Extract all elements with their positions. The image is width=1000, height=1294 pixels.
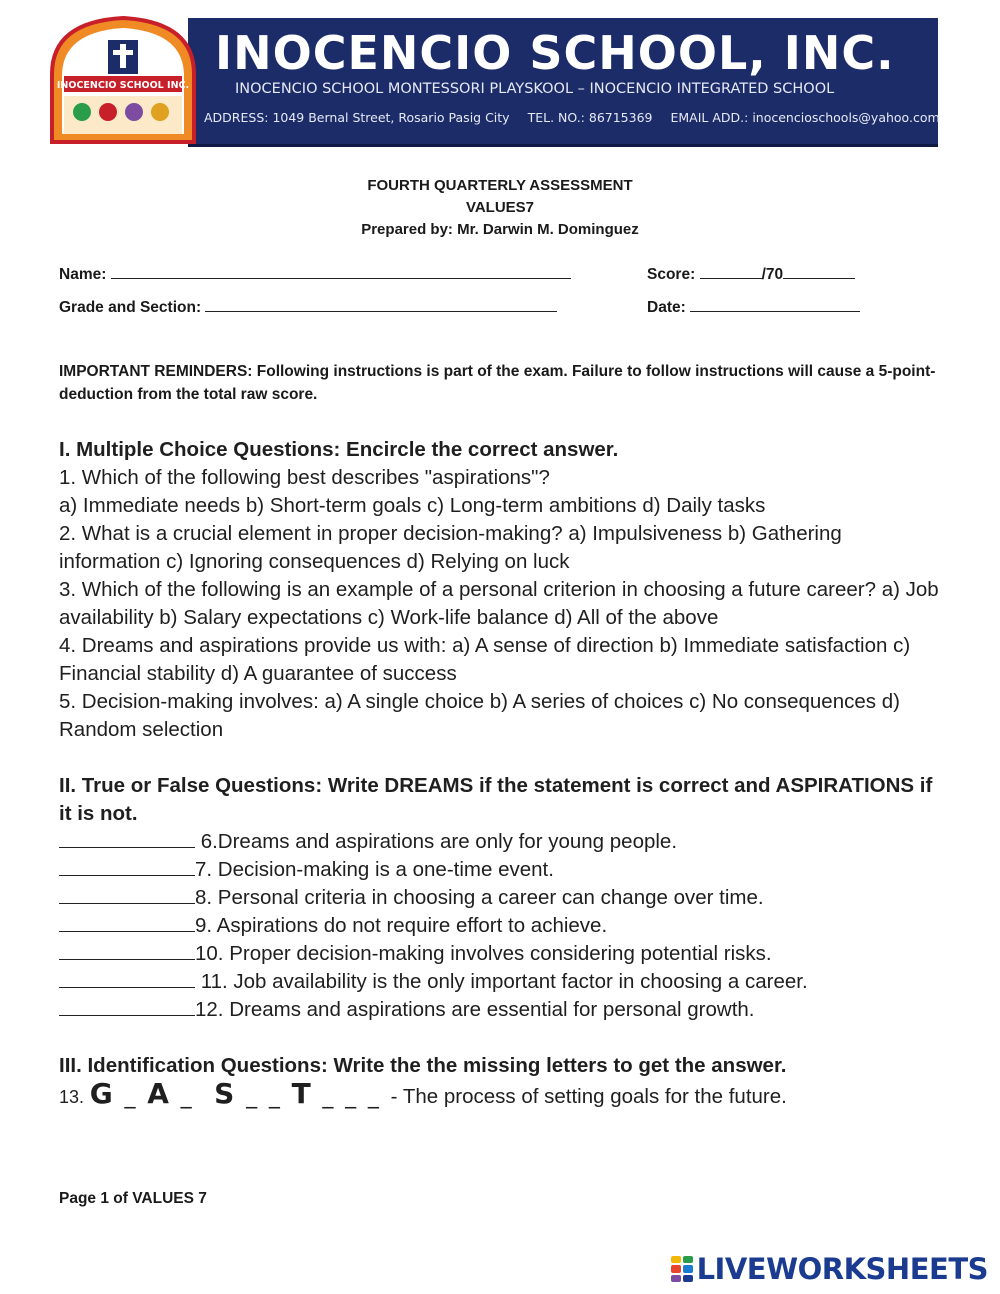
page-footer: Page 1 of VALUES 7 [59,1190,207,1207]
q13-blank[interactable]: _ [246,1084,259,1109]
score-input-line[interactable] [700,264,762,279]
questions-body [59,436,944,1111]
grade-section-input-line[interactable] [205,297,557,312]
question-1-choices[interactable]: a) Immediate needs b) Short-term goals c) Long-term ambitions d) Daily tasks [59,494,766,517]
school-address: ADDRESS: 1049 Bernal Street, Rosario Pasig City [204,110,510,125]
school-contact [204,110,940,125]
tf-item-text: 12. Dreams and aspirations are essential for personal growth. [195,998,755,1021]
tf-item-text: 10. Proper decision-making involves considering potential risks. [195,942,772,965]
question-1[interactable]: 1. Which of the following best describes "aspirations"? [59,466,550,489]
title-line-1: FOURTH QUARTERLY ASSESSMENT [367,177,633,194]
tf-item-text: 7. Decision-making is a one-time event. [195,858,554,881]
tf-item [59,940,944,968]
tf-item [59,996,944,1024]
section-1-heading: I. Multiple Choice Questions: Encircle the correct answer. [59,438,619,461]
tf-item [59,856,944,884]
liveworksheets-logo-icon [671,1256,693,1282]
answer-blank[interactable] [59,829,195,848]
date-field [647,297,860,317]
school-email: EMAIL ADD.: inocencioschools@yahoo.com [670,110,940,125]
q13-letter-pattern[interactable] [90,1077,391,1110]
question-4[interactable]: 4. Dreams and aspirations provide us with: a) A sense of direction b) Immediate satisfaction c) Financial stability d) A guarantee of success [59,634,911,685]
score-total: /70 [761,266,784,283]
answer-blank[interactable] [59,997,195,1016]
identification-question-13 [59,1077,944,1111]
name-input-line[interactable] [111,264,571,279]
name-field [59,264,571,284]
liveworksheets-wordmark: LIVEWORKSHEETS [696,1252,988,1286]
tf-item [59,912,944,940]
title-line-3: Prepared by: Mr. Darwin M. Dominguez [361,221,639,238]
question-5[interactable]: 5. Decision-making involves: a) A single choice b) A series of choices c) No consequences d) Random selection [59,690,900,741]
tf-item-text: 8. Personal criteria in choosing a career can change over time. [195,886,764,909]
q13-blank[interactable]: _ [367,1084,380,1109]
important-reminders: IMPORTANT REMINDERS: Following instructions is part of the exam. Failure to follow instructions will cause a 5-point-deduction from the total raw score. [59,363,936,403]
question-3[interactable]: 3. Which of the following is an example of a personal criterion in choosing a future career? a) Job availability b) Salary expectations c) Work-life balance d) All of the above [59,578,939,629]
answer-blank[interactable] [59,913,195,932]
liveworksheets-brand [671,1252,988,1286]
q13-description: - The process of setting goals for the future. [390,1085,787,1108]
q13-letter: A [147,1077,170,1110]
school-logo-icon [48,14,198,146]
section-3-heading: III. Identification Questions: Write the the missing letters to get the answer. [59,1054,787,1077]
q13-blank[interactable]: _ [180,1084,193,1109]
school-tel: TEL. NO.: 86715369 [527,110,653,125]
tf-item-text: 6.Dreams and aspirations are only for young people. [195,830,678,853]
q13-blank[interactable]: _ [345,1084,358,1109]
answer-blank[interactable] [59,857,195,876]
answer-blank[interactable] [59,969,195,988]
q13-blank[interactable]: _ [124,1084,137,1109]
date-input-line[interactable] [690,297,860,312]
logo-label: INOCENCIO SCHOOL INC. [56,80,190,91]
q13-letter: T [291,1077,312,1110]
title-line-2: VALUES7 [465,199,535,216]
grade-section-label: Grade and Section: [59,299,202,316]
score-label: Score: [647,266,696,283]
question-2[interactable]: 2. What is a crucial element in proper decision-making? a) Impulsiveness b) Gathering information c) Ignoring consequences d) Relying on luck [59,522,842,573]
school-name: INOCENCIO SCHOOL, INC. [215,26,895,80]
q13-letter: G [89,1077,114,1110]
date-label: Date: [647,299,686,316]
school-banner [48,14,938,146]
tf-item [59,968,944,996]
grade-section-field [59,297,557,317]
tf-item-text: 9. Aspirations do not require effort to achieve. [195,914,608,937]
answer-blank[interactable] [59,885,195,904]
assessment-title [0,175,1000,241]
name-label: Name: [59,266,107,283]
q13-blank[interactable]: _ [268,1084,281,1109]
q13-number: 13. [59,1087,85,1107]
q13-letter: S [214,1077,236,1110]
tf-item-text: 11. Job availability is the only important factor in choosing a career. [195,970,808,993]
school-subtitle: INOCENCIO SCHOOL MONTESSORI PLAYSKOOL – INOCENCIO INTEGRATED SCHOOL [235,81,835,97]
score-trailing-line [783,264,855,279]
q13-blank[interactable]: _ [322,1084,335,1109]
answer-blank[interactable] [59,941,195,960]
tf-item [59,828,944,856]
score-field [647,264,855,284]
tf-item [59,884,944,912]
section-2-heading: II. True or False Questions: Write DREAMS if the statement is correct and ASPIRATIONS if it is not. [59,774,933,825]
